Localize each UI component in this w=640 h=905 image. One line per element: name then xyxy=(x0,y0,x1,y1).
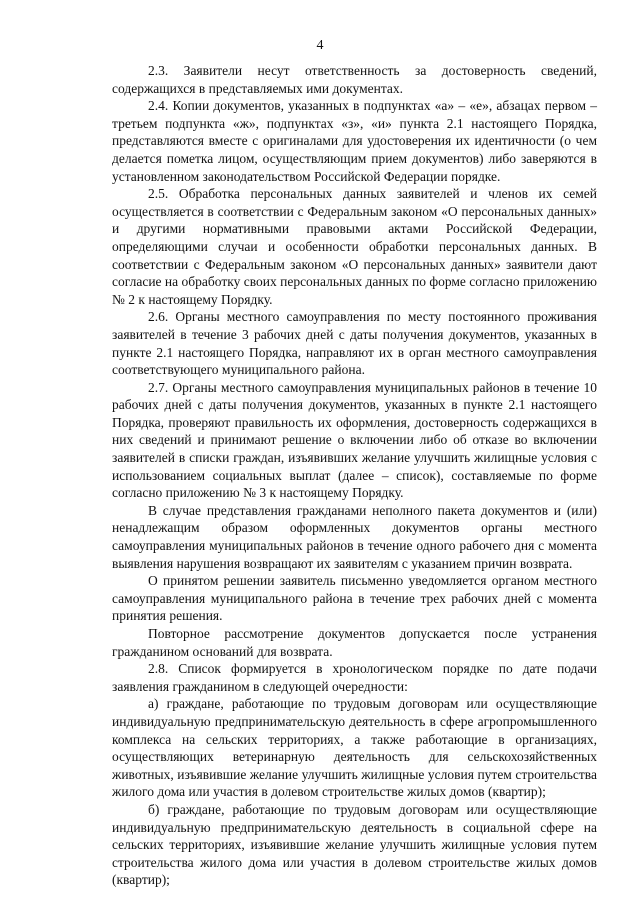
paragraph-2-6: 2.6. Органы местного самоуправления по месту постоянного проживания заявителей в течение 3 рабочих дней с даты получения документов, указанных в пункте 2.1 настоящего Порядка, направляют их в орган местного самоуправления соответствующего муниципального района. xyxy=(112,309,597,378)
paragraph-2-8: 2.8. Список формируется в хронологическом порядке по дате подачи заявления гражданином в следующей очередности: xyxy=(112,661,597,694)
paragraph-2-7: 2.7. Органы местного самоуправления муниципальных районов в течение 10 рабочих дней с даты получения документов, указанных в пункте 2.1 настоящего Порядка, проверяют правильность их оформления, достоверность содержащихся в них сведений и принимают решение о включении либо об отказе во включении заявителей в списки граждан, изъявивших желание улучшить жилищные условия с использованием социальных выплат (далее – список), составляемые по форме согласно приложению № 3 к настоящему Порядку. xyxy=(112,379,597,501)
paragraph-2-5: 2.5. Обработка персональных данных заявителей и членов их семей осуществляется в соответствии с Федеральным законом «О персональных данных» и другими нормативными правовыми актами Российской Федерации, определяющими случаи и особенности обработки персональных данных. В соответствии с Федеральным законом «О персональных данных» заявители дают согласие на обработку своих персональных данных по форме согласно приложению № 2 к настоящему Порядку. xyxy=(112,186,597,307)
paragraph-2-4: 2.4. Копии документов, указанных в подпунктах «а» – «е», абзацах первом – третьем подпункта «ж», подпунктах «з», «и» пункта 2.1 настоящего Порядка, представляются вместе с оригиналами для удостоверения их идентичности (о чем делается пометка лицом, осуществляющим прием документов) либо заверяются в установленном законодательством Российской Федерации порядке. xyxy=(112,98,597,184)
list-item-a: а) граждане, работающие по трудовым договорам или осуществляющие индивидуальную предпринимательскую деятельность в сфере агропромышленного комплекса на сельских территориях, а также работающие в организациях, осуществляющих ветеринарную деятельность для сельскохозяйственных животных, изъявившие желание улучшить жилищные условия путем строительства жилого дома или участия в долевом строительстве жилых домов (квартир); xyxy=(112,696,597,800)
paragraph-incomplete-documents: В случае представления гражданами неполного пакета документов и (или) ненадлежащим образом оформленных документов органы местного самоуправления муниципальных районов в течение одного рабочего дня с момента выявления нарушения возвращают их заявителям с указанием причин возврата. xyxy=(112,502,597,571)
page-number: 4 xyxy=(316,38,324,53)
paragraph-reconsideration: Повторное рассмотрение документов допускается после устранения гражданином оснований для возврата. xyxy=(112,626,597,659)
document-body xyxy=(112,62,597,889)
paragraph-notification: О принятом решении заявитель письменно уведомляется органом местного самоуправления муниципального района в течение трех рабочих дней с момента принятия решения. xyxy=(112,573,597,624)
paragraph-2-3: 2.3. Заявители несут ответственность за достоверность сведений, содержащихся в представляемых ими документах. xyxy=(112,63,597,96)
list-item-b: б) граждане, работающие по трудовым договорам или осуществляющие индивидуальную предпринимательскую деятельность в социальной сфере на сельских территориях, изъявившие желание улучшить жилищные условия путем строительства жилого дома или участия в долевом строительстве жилых домов (квартир); xyxy=(112,801,597,888)
